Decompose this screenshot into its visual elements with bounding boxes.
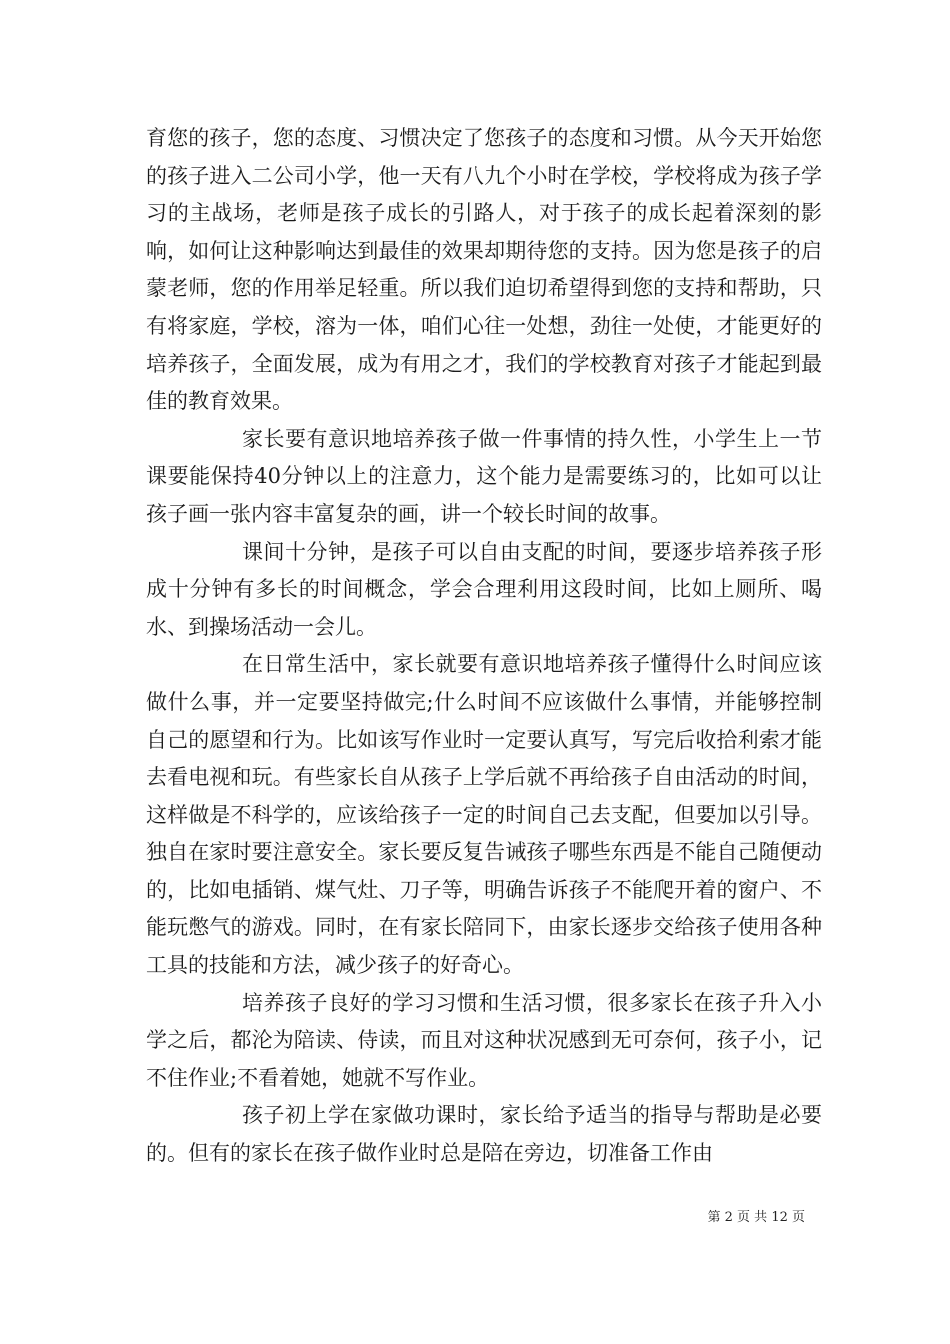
- document-body: [146, 120, 822, 1173]
- paragraph-3: 课间十分钟，是孩子可以自由支配的时间，要逐步培养孩子形成十分钟有多长的时间概念，学会合理利用这段时间，比如上厕所、喝水、到操场活动一会儿。: [146, 539, 822, 639]
- paragraph-1: 育您的孩子，您的态度、习惯决定了您孩子的态度和习惯。从今天开始您的孩子进入二公司小学，他一天有八九个小时在学校，学校将成为孩子学习的主战场，老师是孩子成长的引路人，对于孩子的成长起着深刻的影响，如何让这种影响达到最佳的效果却期待您的支持。因为您是孩子的启蒙老师，您的作用举足轻重。所以我们迫切希望得到您的支持和帮助，只有将家庭，学校，溶为一体，咱们心往一处想，劲往一处使，才能更好的培养孩子，全面发展，成为有用之才，我们的学校教育对孩子才能起到最佳的教育效果。: [146, 126, 822, 414]
- paragraph-5: 培养孩子良好的学习习惯和生活习惯，很多家长在孩子升入小学之后，都沦为陪读、侍读，而且对这种状况感到无可奈何，孩子小，记不住作业;不看着她，她就不写作业。: [146, 990, 822, 1090]
- page-footer: 第 2 页 共 12 页: [707, 1210, 805, 1225]
- paragraph-6: 孩子初上学在家做功课时，家长给予适当的指导与帮助是必要的。但有的家长在孩子做作业时总是陪在旁边，切准备工作由: [146, 1103, 822, 1166]
- paragraph-4: 在日常生活中，家长就要有意识地培养孩子懂得什么时间应该做什么事，并一定要坚持做完;什么时间不应该做什么事情，并能够控制自己的愿望和行为。比如该写作业时一定要认真写，写完后收拾利索才能去看电视和玩。有些家长自从孩子上学后就不再给孩子自由活动的时间，这样做是不科学的，应该给孩子一定的时间自己去支配，但要加以引导。独自在家时要注意安全。家长要反复告诫孩子哪些东西是不能自己随便动的，比如电插销、煤气灶、刀子等，明确告诉孩子不能爬开着的窗户、不能玩憋气的游戏。同时，在有家长陪同下，由家长逐步交给孩子使用各种工具的技能和方法，减少孩子的好奇心。: [146, 652, 822, 978]
- paragraph-2: 家长要有意识地培养孩子做一件事情的持久性，小学生上一节课要能保持40分钟以上的注意力，这个能力是需要练习的，比如可以让孩子画一张内容丰富复杂的画，讲一个较长时间的故事。: [146, 426, 822, 526]
